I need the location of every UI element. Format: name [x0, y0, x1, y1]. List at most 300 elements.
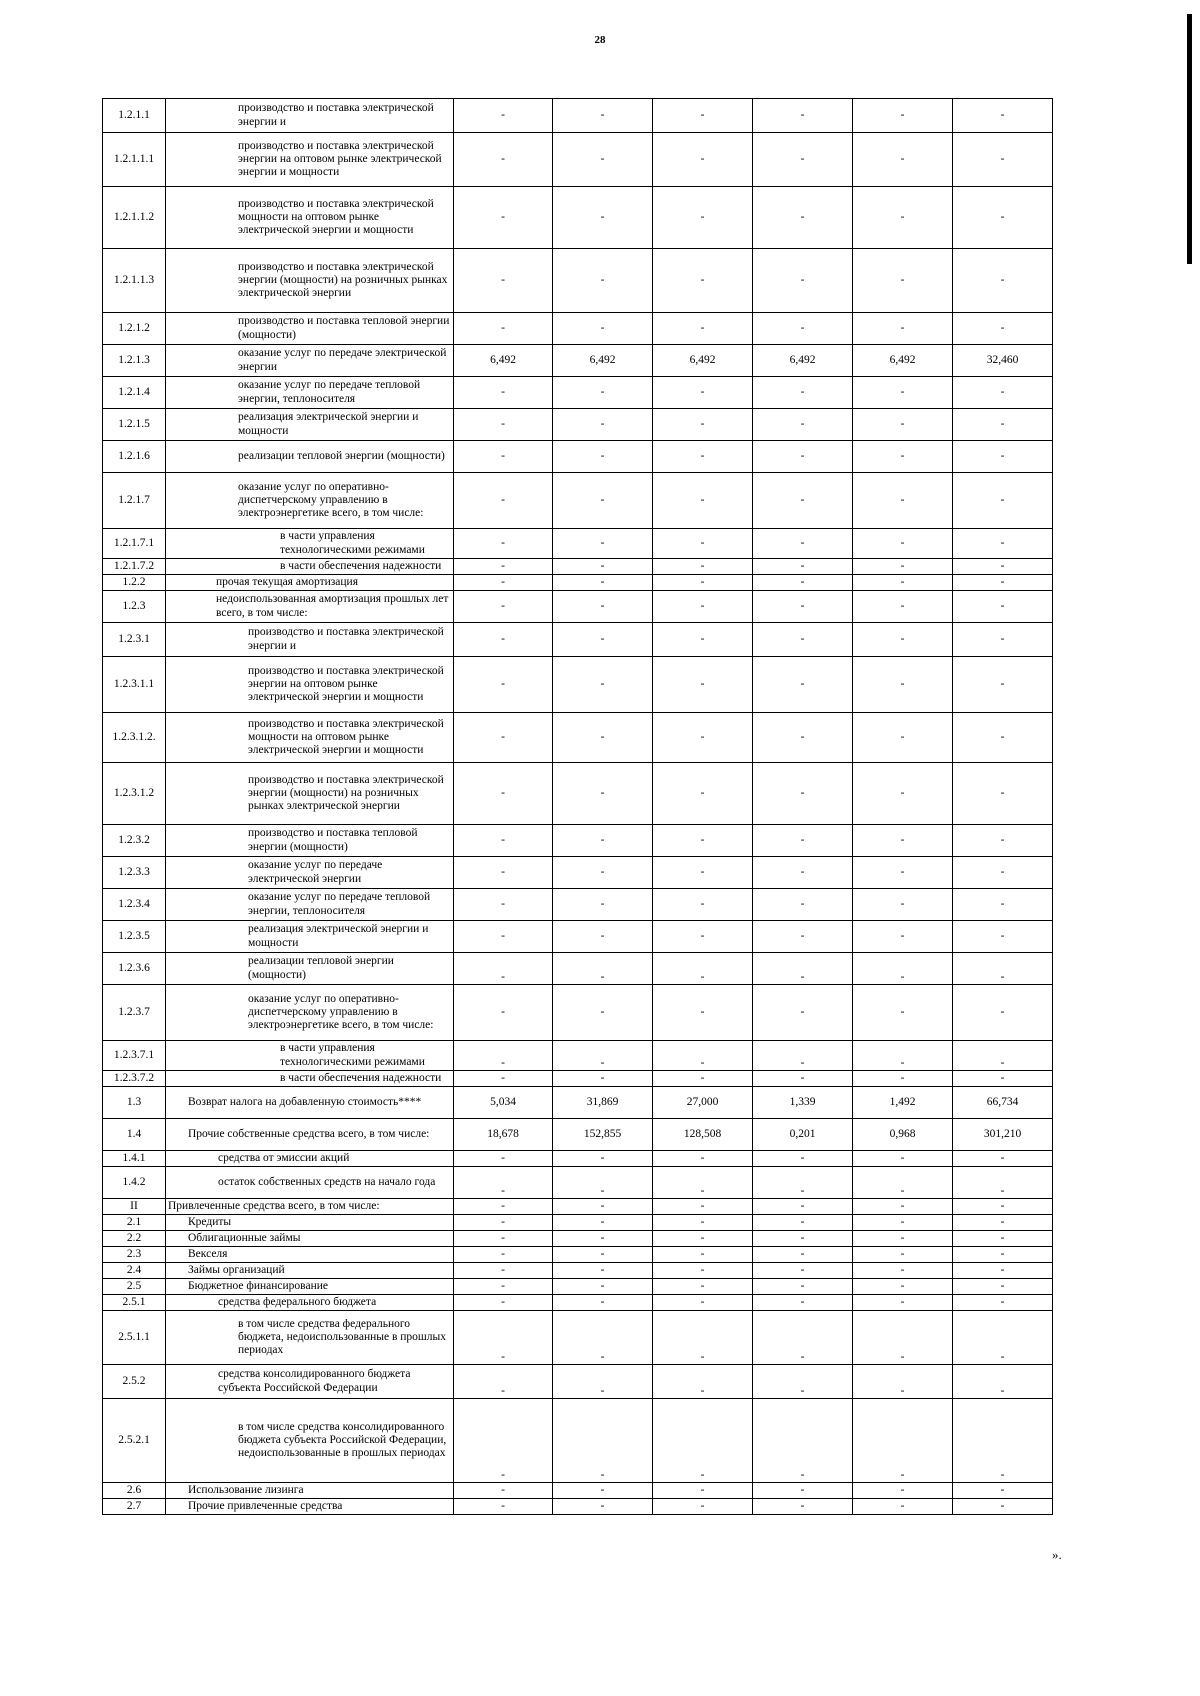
value-cell: - [853, 473, 953, 529]
value-cell: 32,460 [953, 345, 1053, 377]
value-cell: - [454, 1167, 553, 1199]
value-cell: - [653, 313, 753, 345]
value-cell: - [553, 1279, 653, 1295]
value-cell: - [753, 1499, 853, 1515]
row-number: 1.2.1.7 [103, 473, 166, 529]
value-cell: - [454, 889, 553, 921]
row-number: 2.5 [103, 1279, 166, 1295]
row-name: в части управления технологическими режимами [280, 1042, 425, 1068]
row-number: 1.2.1.2 [103, 313, 166, 345]
value-cell: - [653, 857, 753, 889]
row-name-cell [166, 99, 454, 133]
row-name-cell [166, 623, 454, 657]
row-name-cell [166, 825, 454, 857]
value-cell: - [853, 1483, 953, 1499]
row-name: Займы организаций [188, 1263, 285, 1276]
value-cell: - [853, 1295, 953, 1311]
value-cell: - [454, 377, 553, 409]
value-cell: - [653, 1071, 753, 1087]
row-number: 2.2 [103, 1231, 166, 1247]
value-cell: 1,339 [753, 1087, 853, 1119]
table-row [103, 1499, 1053, 1515]
value-cell: - [653, 889, 753, 921]
value-cell: - [753, 1399, 853, 1483]
value-cell: - [853, 1041, 953, 1071]
value-cell: 27,000 [653, 1087, 753, 1119]
row-number: 1.2.1.4 [103, 377, 166, 409]
value-cell: 6,492 [653, 345, 753, 377]
value-cell: - [753, 187, 853, 249]
row-name: недоиспользованная амортизация прошлых лет всего, в том числе: [216, 593, 449, 619]
row-number: 1.2.1.1 [103, 99, 166, 133]
value-cell: - [753, 1215, 853, 1231]
row-number: 1.2.1.7.1 [103, 529, 166, 559]
row-name-cell [166, 953, 454, 985]
value-cell: - [853, 623, 953, 657]
value-cell: - [753, 825, 853, 857]
row-name: производство и поставка тепловой энергии (мощности) [248, 827, 418, 853]
row-number: 1.2.3.1.1 [103, 657, 166, 713]
table-row [103, 345, 1053, 377]
value-cell: - [953, 1041, 1053, 1071]
value-cell: - [853, 1499, 953, 1515]
value-cell: - [553, 575, 653, 591]
table-row [103, 1483, 1053, 1499]
value-cell: - [454, 99, 553, 133]
row-number: 1.2.1.1.1 [103, 133, 166, 187]
table-row [103, 1041, 1053, 1071]
row-name-cell [166, 1263, 454, 1279]
row-name: оказание услуг по передаче электрической энергии [248, 859, 383, 885]
row-name: в части обеспечения надежности [280, 1071, 442, 1084]
row-name-cell [166, 473, 454, 529]
value-cell: - [753, 713, 853, 763]
value-cell: - [553, 1231, 653, 1247]
value-cell: - [953, 1263, 1053, 1279]
row-number: 1.4 [103, 1119, 166, 1151]
row-number: 1.2.3 [103, 591, 166, 623]
row-name: Привлеченные средства всего, в том числе: [168, 1199, 380, 1212]
row-name-cell [166, 1071, 454, 1087]
row-name: средства федерального бюджета [218, 1295, 377, 1308]
value-cell: - [553, 591, 653, 623]
row-name-cell [166, 1087, 454, 1119]
value-cell: - [653, 1199, 753, 1215]
value-cell: - [653, 623, 753, 657]
row-name-cell [166, 1199, 454, 1215]
row-number: 2.4 [103, 1263, 166, 1279]
value-cell: - [454, 1483, 553, 1499]
value-cell: - [454, 249, 553, 313]
value-cell: - [953, 1247, 1053, 1263]
value-cell: - [653, 133, 753, 187]
value-cell: - [553, 1263, 653, 1279]
row-name-cell [166, 377, 454, 409]
row-name: Прочие привлеченные средства [188, 1499, 343, 1512]
value-cell: - [653, 657, 753, 713]
table-row [103, 657, 1053, 713]
value-cell: - [853, 825, 953, 857]
value-cell: - [553, 1041, 653, 1071]
value-cell: - [853, 1365, 953, 1399]
value-cell: - [753, 313, 853, 345]
value-cell: - [753, 889, 853, 921]
value-cell: - [553, 1399, 653, 1483]
value-cell: - [454, 921, 553, 953]
value-cell: - [653, 1311, 753, 1365]
value-cell: - [553, 623, 653, 657]
value-cell: - [553, 1151, 653, 1167]
value-cell: - [753, 1263, 853, 1279]
value-cell: - [753, 575, 853, 591]
table-row [103, 187, 1053, 249]
value-cell: - [553, 657, 653, 713]
value-cell: - [553, 1215, 653, 1231]
value-cell: - [853, 377, 953, 409]
row-name: в том числе средства федерального бюджета, недоиспользованные в прошлых периодах [238, 1317, 446, 1357]
value-cell: - [454, 575, 553, 591]
row-name: реализации тепловой энергии (мощности) [238, 449, 445, 462]
value-cell: - [953, 133, 1053, 187]
row-number: 1.2.2 [103, 575, 166, 591]
value-cell: - [653, 1263, 753, 1279]
value-cell: - [553, 953, 653, 985]
value-cell: - [853, 657, 953, 713]
table-row [103, 921, 1053, 953]
value-cell: - [553, 985, 653, 1041]
value-cell: - [853, 1071, 953, 1087]
value-cell: - [953, 763, 1053, 825]
table-row [103, 623, 1053, 657]
row-number: 1.2.3.7.1 [103, 1041, 166, 1071]
value-cell: - [953, 1167, 1053, 1199]
value-cell: - [653, 1231, 753, 1247]
value-cell: - [553, 473, 653, 529]
value-cell: - [753, 1167, 853, 1199]
value-cell: - [653, 1483, 753, 1499]
row-name: производство и поставка тепловой энергии (мощности) [238, 315, 450, 341]
row-name-cell [166, 1399, 454, 1483]
value-cell: - [454, 1215, 553, 1231]
value-cell: - [753, 1365, 853, 1399]
row-name-cell [166, 713, 454, 763]
value-cell: - [553, 1167, 653, 1199]
value-cell: - [553, 187, 653, 249]
value-cell: - [853, 1311, 953, 1365]
row-name-cell [166, 591, 454, 623]
row-name-cell [166, 409, 454, 441]
value-cell: - [753, 377, 853, 409]
row-name: производство и поставка электрической энергии (мощности) на розничных рынках электрической энергии [238, 260, 448, 300]
value-cell: - [853, 857, 953, 889]
value-cell: - [753, 591, 853, 623]
value-cell: - [653, 1365, 753, 1399]
row-name: реализации тепловой энергии (мощности) [248, 955, 394, 981]
table-row [103, 1231, 1053, 1247]
row-name: в части управления технологическими режимами [280, 530, 425, 556]
row-name: производство и поставка электрической мощности на оптовом рынке электрической энергии и мощности [238, 197, 434, 237]
value-cell: - [953, 1483, 1053, 1499]
value-cell: - [753, 953, 853, 985]
value-cell: - [753, 1199, 853, 1215]
value-cell: - [553, 825, 653, 857]
value-cell: - [753, 409, 853, 441]
row-name: Кредиты [188, 1215, 232, 1228]
row-number: II [103, 1199, 166, 1215]
row-number: 1.2.3.2 [103, 825, 166, 857]
value-cell: - [454, 1311, 553, 1365]
table-row [103, 763, 1053, 825]
value-cell: - [953, 591, 1053, 623]
value-cell: - [753, 473, 853, 529]
value-cell: - [454, 1399, 553, 1483]
row-name-cell [166, 1119, 454, 1151]
value-cell: - [953, 921, 1053, 953]
value-cell: - [753, 1041, 853, 1071]
value-cell: - [653, 409, 753, 441]
row-name-cell [166, 1215, 454, 1231]
row-name-cell [166, 985, 454, 1041]
value-cell: - [853, 99, 953, 133]
value-cell: 0,201 [753, 1119, 853, 1151]
row-name: реализация электрической энергии и мощности [248, 923, 429, 949]
table-row [103, 1119, 1053, 1151]
value-cell: - [753, 763, 853, 825]
row-number: 2.5.2 [103, 1365, 166, 1399]
row-name: Облигационные займы [188, 1231, 301, 1244]
value-cell: - [853, 559, 953, 575]
row-number: 2.5.2.1 [103, 1399, 166, 1483]
value-cell: - [853, 889, 953, 921]
value-cell: - [653, 1215, 753, 1231]
table-row [103, 1215, 1053, 1231]
row-number: 1.2.3.7.2 [103, 1071, 166, 1087]
row-name: производство и поставка электрической энергии и [248, 626, 444, 652]
row-name: Бюджетное финансирование [188, 1279, 328, 1292]
row-number: 2.1 [103, 1215, 166, 1231]
value-cell: - [853, 713, 953, 763]
value-cell: - [653, 825, 753, 857]
value-cell: - [653, 99, 753, 133]
row-name-cell [166, 313, 454, 345]
row-name-cell [166, 441, 454, 473]
row-name-cell [166, 1231, 454, 1247]
value-cell: - [553, 889, 653, 921]
row-name-cell [166, 345, 454, 377]
value-cell: - [653, 1499, 753, 1515]
value-cell: - [753, 921, 853, 953]
value-cell: 5,034 [454, 1087, 553, 1119]
value-cell: 6,492 [853, 345, 953, 377]
value-cell: - [653, 187, 753, 249]
table-row [103, 409, 1053, 441]
value-cell: - [853, 1167, 953, 1199]
row-name: Возврат налога на добавленную стоимость**** [188, 1095, 422, 1108]
row-number: 2.5.1 [103, 1295, 166, 1311]
value-cell: 18,678 [454, 1119, 553, 1151]
row-name: оказание услуг по передаче тепловой энергии, теплоносителя [248, 891, 431, 917]
value-cell: - [653, 763, 753, 825]
value-cell: - [853, 575, 953, 591]
value-cell: - [653, 921, 753, 953]
value-cell: - [454, 473, 553, 529]
row-number: 1.2.3.3 [103, 857, 166, 889]
table-row [103, 377, 1053, 409]
value-cell: - [953, 623, 1053, 657]
value-cell: - [853, 953, 953, 985]
value-cell: - [653, 985, 753, 1041]
row-name-cell [166, 1499, 454, 1515]
value-cell: - [454, 1365, 553, 1399]
value-cell: - [953, 857, 1053, 889]
table-row [103, 1087, 1053, 1119]
value-cell: - [454, 1247, 553, 1263]
value-cell: - [553, 249, 653, 313]
table-row [103, 1199, 1053, 1215]
value-cell: - [753, 1151, 853, 1167]
value-cell: - [553, 409, 653, 441]
value-cell: - [553, 763, 653, 825]
value-cell: - [953, 249, 1053, 313]
row-number: 1.2.3.4 [103, 889, 166, 921]
value-cell: - [454, 1041, 553, 1071]
row-name-cell [166, 763, 454, 825]
value-cell: - [953, 889, 1053, 921]
table-row [103, 441, 1053, 473]
value-cell: - [953, 441, 1053, 473]
row-name: реализация электрической энергии и мощности [238, 411, 419, 437]
value-cell: - [553, 1247, 653, 1263]
row-number: 1.2.1.3 [103, 345, 166, 377]
value-cell: - [753, 857, 853, 889]
value-cell: - [553, 441, 653, 473]
row-name: Использование лизинга [188, 1483, 304, 1496]
table-row [103, 857, 1053, 889]
value-cell: - [953, 985, 1053, 1041]
value-cell: - [853, 1247, 953, 1263]
row-number: 1.2.1.6 [103, 441, 166, 473]
row-name-cell [166, 1295, 454, 1311]
table-row [103, 99, 1053, 133]
value-cell: - [753, 985, 853, 1041]
row-name-cell [166, 1167, 454, 1199]
value-cell: - [753, 623, 853, 657]
value-cell: - [454, 763, 553, 825]
value-cell: - [853, 187, 953, 249]
value-cell: - [953, 1365, 1053, 1399]
value-cell: - [953, 1279, 1053, 1295]
row-name: средства консолидированного бюджета субъекта Российской Федерации [218, 1368, 411, 1394]
table-row [103, 713, 1053, 763]
row-name-cell [166, 249, 454, 313]
value-cell: - [753, 1483, 853, 1499]
value-cell: - [653, 1151, 753, 1167]
value-cell: - [454, 313, 553, 345]
value-cell: - [653, 559, 753, 575]
row-number: 1.2.3.1 [103, 623, 166, 657]
value-cell: - [454, 1499, 553, 1515]
value-cell: - [953, 529, 1053, 559]
table-row [103, 473, 1053, 529]
value-cell: - [653, 441, 753, 473]
value-cell: - [853, 1151, 953, 1167]
value-cell: - [653, 953, 753, 985]
value-cell: - [553, 1483, 653, 1499]
value-cell: - [553, 559, 653, 575]
value-cell: - [653, 473, 753, 529]
value-cell: - [454, 591, 553, 623]
value-cell: - [953, 1071, 1053, 1087]
value-cell: - [753, 1231, 853, 1247]
value-cell: 6,492 [753, 345, 853, 377]
value-cell: - [454, 1071, 553, 1087]
value-cell: - [953, 187, 1053, 249]
value-cell: - [454, 559, 553, 575]
table-row [103, 1311, 1053, 1365]
row-name-cell [166, 187, 454, 249]
row-name: производство и поставка электрической энергии на оптовом рынке электрической энергии и мощности [238, 139, 442, 179]
row-name: средства от эмиссии акций [218, 1151, 350, 1164]
value-cell: - [753, 1279, 853, 1295]
row-name-cell [166, 1151, 454, 1167]
value-cell: - [953, 473, 1053, 529]
value-cell: - [853, 441, 953, 473]
value-cell: - [653, 1295, 753, 1311]
value-cell: - [454, 187, 553, 249]
value-cell: 6,492 [454, 345, 553, 377]
row-name-cell [166, 921, 454, 953]
value-cell: - [454, 441, 553, 473]
value-cell: - [953, 1215, 1053, 1231]
value-cell: - [653, 575, 753, 591]
row-number: 1.2.1.1.2 [103, 187, 166, 249]
row-number: 1.2.3.6 [103, 953, 166, 985]
table-row [103, 889, 1053, 921]
value-cell: - [953, 1295, 1053, 1311]
value-cell: - [753, 133, 853, 187]
value-cell: - [853, 1215, 953, 1231]
value-cell: - [953, 1231, 1053, 1247]
value-cell: - [953, 377, 1053, 409]
value-cell: - [653, 1279, 753, 1295]
row-number: 1.2.3.5 [103, 921, 166, 953]
value-cell: - [454, 409, 553, 441]
value-cell: - [853, 985, 953, 1041]
table-row [103, 825, 1053, 857]
value-cell: - [953, 575, 1053, 591]
value-cell: - [753, 1247, 853, 1263]
row-name-cell [166, 133, 454, 187]
row-name-cell [166, 889, 454, 921]
row-number: 2.7 [103, 1499, 166, 1515]
row-name-cell [166, 529, 454, 559]
row-number: 2.5.1.1 [103, 1311, 166, 1365]
value-cell: - [454, 857, 553, 889]
row-name: Прочие собственные средства всего, в том числе: [188, 1127, 430, 1140]
row-name-cell [166, 657, 454, 713]
closing-quote-mark: ». [1052, 1547, 1062, 1562]
row-number: 2.6 [103, 1483, 166, 1499]
row-name-cell [166, 1041, 454, 1071]
value-cell: - [953, 99, 1053, 133]
value-cell: - [553, 1365, 653, 1399]
value-cell: 66,734 [953, 1087, 1053, 1119]
value-cell: - [853, 1279, 953, 1295]
value-cell: - [553, 133, 653, 187]
value-cell: - [853, 529, 953, 559]
value-cell: - [454, 623, 553, 657]
value-cell: 1,492 [853, 1087, 953, 1119]
